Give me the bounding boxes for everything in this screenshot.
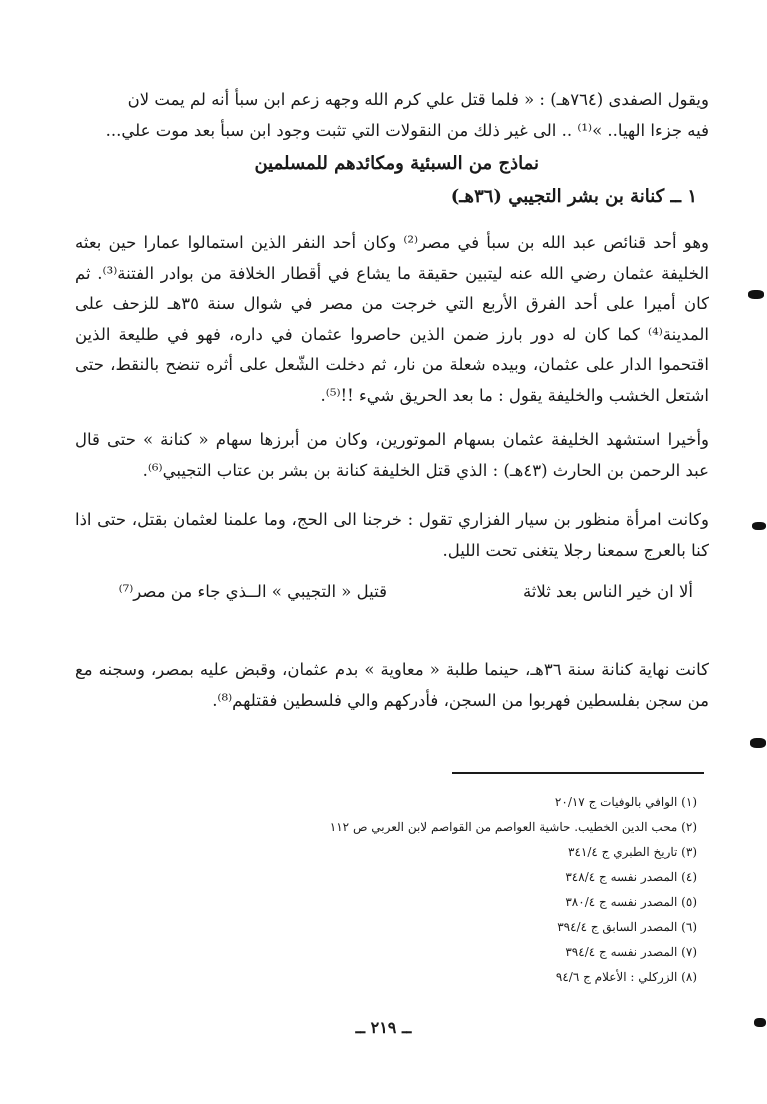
footnote-5: (٥) المصدر نفسه ج ٣٨٠/٤ <box>565 895 697 909</box>
scan-mark <box>748 290 764 299</box>
footnote-divider <box>452 772 704 774</box>
page-number: ــ ٢١٩ ــ <box>355 1018 412 1037</box>
intro-line-1: ويقول الصفدى (٧٦٤هـ) : « فلما قتل علي كرم الله وجهه زعم ابن سبأ أنه لم يمت لان <box>127 90 709 109</box>
footnote-4: (٤) المصدر نفسه ج ٣٤٨/٤ <box>565 870 697 884</box>
footnote-3: (٣) تاريخ الطبري ج ٣٤١/٤ <box>568 845 697 859</box>
footnote-8: (٨) الزركلي : الأعلام ج ٩٤/٦ <box>555 970 697 984</box>
verse-hemistich-1: ألا ان خير الناس بعد ثلاثة <box>522 582 693 601</box>
verse-hemistich-2: قتيل « التجيبي » الــذي جاء من مصر⁽⁷⁾ <box>118 582 387 601</box>
footnote-6: (٦) المصدر السابق ج ٣٩٤/٤ <box>557 920 697 934</box>
footnote-1: (١) الوافي بالوفيات ج ٢٠/١٧ <box>554 795 697 809</box>
subsection-title: ١ ــ كنانة بن بشر التجيبي (٣٦هـ) <box>450 186 697 207</box>
scan-mark <box>750 738 766 748</box>
footnotes <box>330 790 697 990</box>
scan-mark <box>752 522 766 530</box>
paragraph-4: كانت نهاية كنانة سنة ٣٦هـ، حينما طلبة « معاوية » بدم عثمان، وقبض عليه بمصر، وسجنه مع من سجن بفلسطين فهربوا من السجن، فأدركهم والي فلسطين فقتلهم⁽⁸⁾. <box>75 660 709 710</box>
intro-line-2: فيه جزءا الهيا.. »⁽¹⁾ .. الى غير ذلك من النقولات التي تثبت وجود ابن سبأ بعد موت علي... <box>105 121 709 140</box>
footnote-7: (٧) المصدر نفسه ج ٣٩٤/٤ <box>565 945 697 959</box>
paragraph-2: وأخيرا استشهد الخليفة عثمان بسهام الموتورين، وكان من أبرزها سهام « كنانة » حتى قال عبد الرحمن بن الحارث (٤٣هـ) : الذي قتل الخليفة كنانة بن بشر بن عتاب التجيبي⁽⁶⁾. <box>75 430 709 480</box>
paragraph-1: وهو أحد قنائص عبد الله بن سبأ في مصر⁽²⁾ وكان أحد النفر الذين استمالوا عمارا حين بعثه الخليفة عثمان رضي الله عنه ليتبين حقيقة ما يشاع في أقطار الخلافة من بوادر الفتنة⁽³⁾. ثم كان أميرا على أحد الفرق الأربع التي خرجت من مصر في شوال سنة ٣٥هـ للزحف على المدينة⁽⁴⁾ كما كان له دور بارز ضمن الذين حاصروا عثمان في داره، فهو في طليعة الذين اقتحموا الدار على عثمان، وبيده شعلة من نار، ثم دخلت الشّعل على أثره تنضح بالنقط، حتى اشتعل الخشب والخليفة يقول : ما بعد الحريق شيء !!⁽⁵⁾. <box>75 233 709 405</box>
scan-mark <box>754 1018 766 1027</box>
section-title: نماذج من السبئية ومكائدهم للمسلمين <box>254 153 539 174</box>
footnote-2: (٢) محب الدين الخطيب. حاشية العواصم من القواصم لابن العربي ص ١١٢ <box>329 820 697 834</box>
paragraph-3: وكانت امرأة منظور بن سيار الفزاري تقول : خرجنا الى الحج، وما علمنا لعثمان بقتل، حتى اذا كنا بالعرج سمعنا رجلا يتغنى تحت الليل. <box>75 510 709 560</box>
